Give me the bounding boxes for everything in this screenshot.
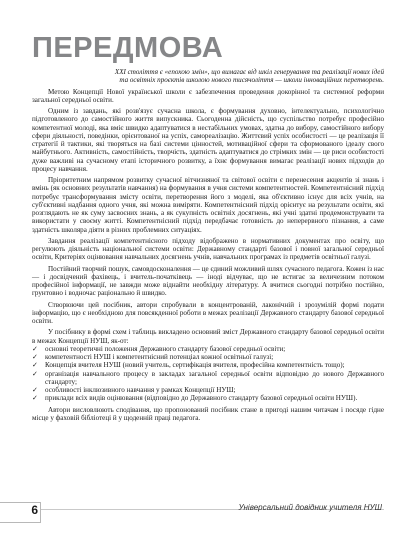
check-icon: ✓ [32,386,38,394]
running-title: Універсальний довідник учителя НУШ [238,503,382,512]
list-item [32,394,384,402]
check-icon: ✓ [32,344,38,353]
paragraph: Пріоритетним напрямом розвитку сучасної вітчизняної та світової освіти є перенесення акцентів зі знань і вмінь (як основних результатів навчання) на формування в учня системи компетентностей. Компетентнісний підхід потребує трансформування змісту освіти, перетворення його з моделі, яка об'єктивно існує для всіх учнів, на суб'єктивні надбання одного учня, які можна виміряти. Компетентнісний підхід орієнтує на результати освіти, які розглядають не як суму засвоєних знань, а як сукупність освітніх досягнень, які учні здатні продемонструвати та використати у своєму житті. Компетентнісний підхід передбачає готовність до неперервного пізнання, а саме здатність школяра діяти в різних проблемних ситуаціях. [32,176,384,234]
paragraph: Створюючи цей посібник, автори спробували в концентрованій, лаконічній і зрозумілій формі подати інформацію, що є необхідною для повсякденної роботи в межах реалізації Державного стандарту базової середньої освіти. [32,300,384,325]
list-item [32,353,384,361]
check-icon: ✓ [32,361,38,370]
list-item-text: основні теоретичні положення Державного стандарту базової середньої освіти; [45,344,286,353]
list-item-text: приклади всіх видів оцінювання (відповідно до Державного стандарту базової середньої освіти НУШ). [45,394,358,403]
paragraph: Метою Концепції Нової української школи є забезпечення проведення докорінної та системної реформи загальної середньої освіти. [32,87,384,104]
paragraph: Постійний творчий пошук, самовдосконалення — це єдиний можливий шлях сучасного педагога. Кожен із нас — і досвідчений фахівець, і вчитель-початківець — іноді відчуває, що не встигає за величезним потоком професійної інформації, не завжди може віднайти необхідну літературу. А вчитися сьогодні потрібно постійно, грунтовно і водночас раціонально й швидко. [32,264,384,298]
closing-paragraph: Автори висловлюють сподівання, що пропонований посібник стане в пригоді нашим читачам і посяде гідне місце у фаховій бібліотеці й у щоденній праці педагога. [32,405,384,422]
epigraph-line: XXI століття є «епохою змін», що вимагає від шкіл генерування та реалізації нових ідей [114,68,384,76]
check-icon: ✓ [32,369,38,378]
list-item-text: Концепція вчителя НУШ (новий учитель, сертифікація вчителя, професійна компетентність тощо); [45,361,345,370]
list-item-text: компетентності НУШ і компетентнісний потенціал кожної освітньої галузі; [45,353,274,361]
list-item [32,386,384,394]
list-item [32,370,384,387]
list-item [32,361,384,369]
check-icon: ✓ [32,394,38,403]
paragraph: У посібнику в формі схем і таблиць викладено основний зміст Державного стандарту базової середньої освіти в межах Концепції НУШ, як-от: [32,328,384,345]
list-item [32,345,384,353]
paragraph: Завдання реалізації компетентнісного підходу відображено в нормативних документах про освіту, що регулюють діяльність національної системи освіти: Державному стандарті базової і повної загальної середньої освіти, Критеріях оцінювання навчальних досягнень учнів, навчальних програмах із предметів освітньої галузі. [32,236,384,262]
epigraph [32,68,384,85]
page-title: ПЕРЕДМОВА [32,32,224,64]
list-item-text: особливості інклюзивного навчання у рамках Концепції НУШ; [45,386,236,394]
paragraph: Одним із завдань, які розв'язує сучасна школа, є формування духовно, інтелектуально, психологічно підготовленого до самостійного життя випускника. Сьогоденна дійсність, що суспільство потребує професійно компетентної молоді, яка вміє швидко адаптуватися в нестабільних умовах, здатна до вибору, самостійного вибору сфери діяльності, поведінки, орієнтованої на успіх, самореалізацію. Життєвий успіх особистості — це реалізація її стратегії й тактики, які творяться на базі системи цінностей, мотиваційної сфери та сформованого ідеалу свого майбутнього. Активність, самостійність, творчість, здатність адаптуватися до стрімких змін — це риси особистості дуже важливі на сучасному етапі історичного розвитку, а їхнє формування вимагає реалізації нових підходів до процесу навчання. [32,107,384,173]
page-number: 6 [31,503,38,517]
contents-list [32,345,384,403]
epigraph-line: та освітніх проєктів школою нового тисячоліття — школи інноваційних перетворень. [119,76,384,85]
check-icon: ✓ [32,353,38,361]
body-text [32,68,384,422]
list-item-text: організація навчального процесу в закладах загальної середньої освіти відповідно до нового Державного стандарту; [45,369,384,386]
